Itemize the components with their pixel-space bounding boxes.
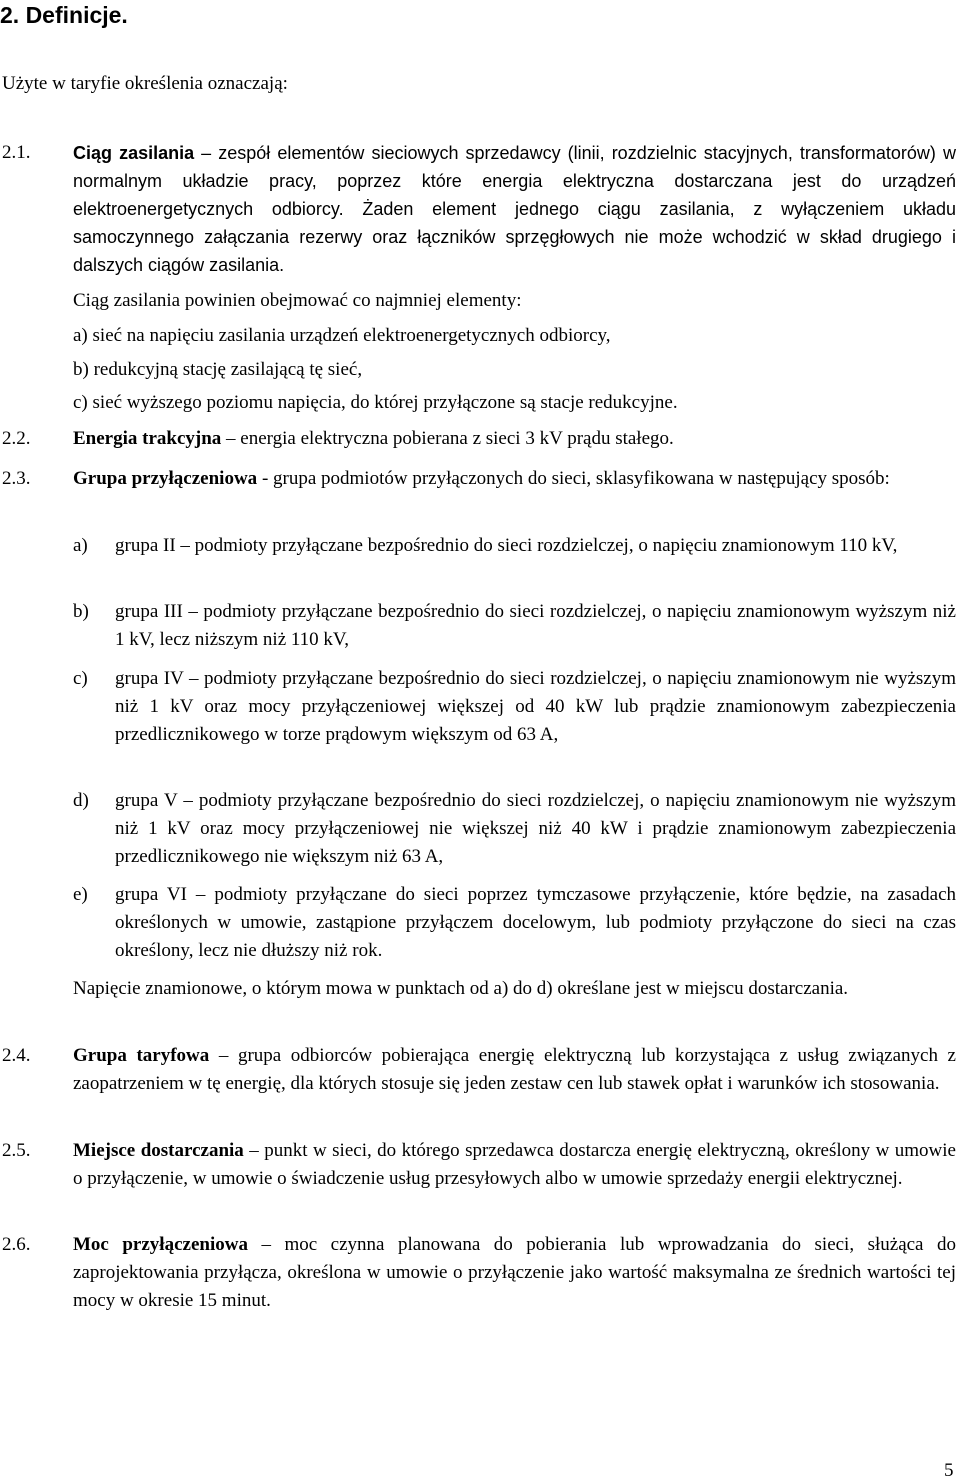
term-ciag-zasilania: Ciąg zasilania [73,143,195,163]
page-number: 5 [944,1460,954,1481]
item-number: 2.1. [2,142,31,163]
definition-grupa-taryfowa [73,1042,956,1098]
sub-letter: a) [73,535,88,556]
item-number: 2.3. [2,468,31,489]
sub-text: sieć na napięciu zasilania urządzeń elektroenergetycznych odbiorcy, [92,325,611,346]
sub-text-grupa-iv: grupa IV – podmioty przyłączane bezpośrednio do sieci rozdzielczej, o napięciu znamionowym nie wyższym niż 1 kV oraz mocy przyłączeniowej większej od 40 kW lub prądzie znamionowym zabezpieczenia przedlicznikowego w torze prądowym większym od 63 A, [115,668,956,745]
note-ciag-zasilania: Ciąg zasilania powinien obejmować co najmniej elementy: [73,290,522,311]
definition-moc-przylaczeniowa [73,1231,956,1315]
definition-text: – energia elektryczna pobierana z sieci 3 kV prądu stałego. [221,428,674,449]
intro-text: Użyte w taryfie określenia oznaczają: [2,73,288,94]
sub-text: redukcyjną stację zasilającą tę sieć, [93,359,363,380]
definition-energia-trakcyjna [73,425,674,453]
item-number: 2.6. [2,1234,31,1255]
item-number: 2.5. [2,1140,31,1161]
term-grupa-przylaczeniowa: Grupa przyłączeniowa [73,468,258,489]
section-heading: 2. Definicje. [0,2,128,28]
term-energia-trakcyjna: Energia trakcyjna [73,428,222,449]
sub-text-grupa-v: grupa V – podmioty przyłączane bezpośrednio do sieci rozdzielczej, o napięciu znamionowym nie wyższym niż 1 kV oraz mocy przyłączeniowej nie większej niż 40 kW i prądzie znamionowym zabezpieczenia przedlicznikowego nie większym niż 63 A, [115,790,956,867]
definition-ciag-zasilania [73,139,956,279]
item-number: 2.2. [2,428,31,449]
definition-text: – punkt w sieci, do którego sprzedawca dostarcza energię elektryczną, określony w umowie o przyłączenie, w umowie o świadczenie usług przesyłowych albo w umowie sprzedaży energii elektrycznej. [73,1140,956,1189]
sub-text-grupa-ii: grupa II – podmioty przyłączane bezpośrednio do sieci rozdzielczej, o napięciu znamionowym 110 kV, [115,535,898,556]
term-miejsce-dostarczania: Miejsce dostarczania [73,1140,244,1161]
sub-letter: a) [73,325,88,346]
note-napiecie-znamionowe: Napięcie znamionowe, o którym mowa w punktach od a) do d) określane jest w miejscu dostarczania. [73,978,849,999]
sub-letter: e) [73,884,88,905]
sub-text: sieć wyższego poziomu napięcia, do której przyłączone są stacje redukcyjne. [92,392,678,413]
item-number: 2.4. [2,1045,31,1066]
sub-text-grupa-vi: grupa VI – podmioty przyłączane do sieci poprzez tymczasowe przyłączenie, które będzie, na zasadach określonych w umowie, zastąpione przyłączem docelowym, lub podmioty przyłączone do sieci na czas określony, lecz nie dłuższy niż rok. [115,884,956,961]
sub-item [73,389,678,417]
sub-letter: b) [73,601,89,622]
definition-text: - grupa podmiotów przyłączonych do sieci, sklasyfikowana w następujący sposób: [257,468,890,489]
sub-letter: c) [73,668,88,689]
definition-text: – grupa odbiorców pobierająca energię elektryczną lub korzystająca z usług związanych z zaopatrzeniem w tę energię, dla których stosuje się jeden zestaw cen lub stawek opłat i warunków ich stosowania. [73,1045,956,1094]
definition-text: – zespół elementów sieciowych sprzedawcy (linii, rozdzielnic stacyjnych, transformatorów) w normalnym układzie pracy, poprzez które energia elektryczna dostarczana jest do urządzeń elektroenergetycznych odbiorcy. Żaden element jednego ciągu zasilania, z wyłączeniem układu samoczynnego załączania rezerwy oraz łączników sprzęgłowych nie może wchodzić w skład drugiego i dalszych ciągów zasilania. [73,143,956,275]
sub-letter: c) [73,392,88,413]
term-grupa-taryfowa: Grupa taryfowa [73,1045,210,1066]
term-moc-przylaczeniowa: Moc przyłączeniowa [73,1234,248,1255]
definition-miejsce-dostarczania [73,1137,956,1193]
sub-letter: d) [73,790,89,811]
sub-item [73,322,611,350]
definition-grupa-przylaczeniowa [73,465,956,493]
sub-text-grupa-iii: grupa III – podmioty przyłączane bezpośrednio do sieci rozdzielczej, o napięciu znamionowym wyższym niż 1 kV, lecz niższym niż 110 kV, [115,601,956,650]
sub-item [73,356,362,384]
sub-letter: b) [73,359,89,380]
definition-text: – moc czynna planowana do pobierania lub wprowadzania do sieci, służąca do zaprojektowania przyłącza, określona w umowie o przyłączenie jako wartość maksymalna ze średnich wartości tej mocy w okresie 15 minut. [73,1234,956,1311]
